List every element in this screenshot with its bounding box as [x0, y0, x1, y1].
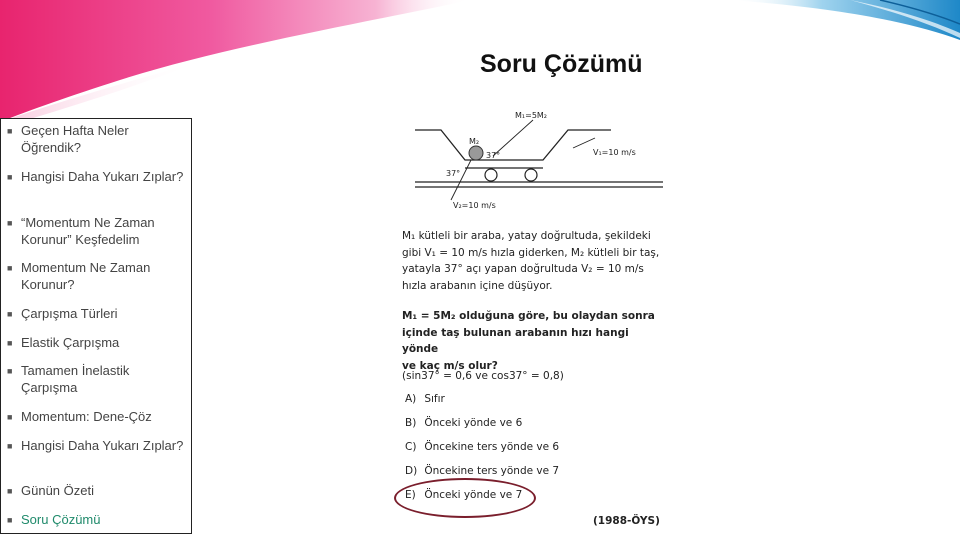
option-text: Öncekine ters yönde ve 7 — [424, 465, 560, 477]
angle-top-label: 37° — [486, 151, 501, 160]
option-letter: A) — [405, 393, 417, 405]
option-text: Öncekine ters yönde ve 6 — [424, 441, 560, 453]
question-line: içinde taş bulunan arabanın hızı hangi yönde — [402, 326, 629, 355]
agenda-item-label: “Momentum Ne Zaman Korunur” Keşfedelim — [21, 215, 155, 247]
bullet-icon: ■ — [7, 309, 13, 319]
agenda-item[interactable] — [7, 409, 187, 426]
bullet-icon: ■ — [7, 412, 13, 422]
statement-line: hızla arabanın içine düşüyor. — [402, 279, 553, 292]
option-letter: D) — [405, 465, 418, 477]
collision-diagram — [413, 108, 663, 218]
option-text: Önceki yönde ve 6 — [424, 417, 523, 429]
option-text: Önceki yönde ve 7 — [424, 489, 523, 501]
answer-highlight-circle — [394, 478, 536, 518]
agenda-item[interactable] — [7, 215, 187, 248]
agenda-item-label: Çarpışma Türleri — [21, 306, 118, 321]
agenda-item-label: Hangisi Daha Yukarı Zıplar? — [21, 169, 184, 184]
slide-title: Soru Çözümü — [480, 50, 643, 78]
bullet-icon: ■ — [7, 172, 13, 182]
bullet-icon: ■ — [7, 441, 13, 451]
m2-label: M₂ — [469, 137, 480, 146]
agenda-item[interactable] — [7, 335, 187, 352]
statement-line: yatayla 37° açı yapan doğrultuda V₂ = 10 m/s — [402, 263, 644, 275]
agenda-item-label: Elastik Çarpışma — [21, 335, 120, 350]
statement-line: M₁ kütleli bir araba, yatay doğrultuda, şekildeki — [402, 230, 651, 242]
bullet-icon: ■ — [7, 263, 13, 273]
agenda-item[interactable] — [7, 438, 187, 455]
option-letter: B) — [405, 417, 417, 429]
agenda-item-label: Geçen Hafta Neler Öğrendik? — [21, 123, 129, 155]
bullet-icon: ■ — [7, 338, 13, 348]
bullet-icon: ■ — [7, 126, 13, 136]
given-values: (sin37° = 0,6 ve cos37° = 0,8) — [402, 370, 564, 382]
agenda-panel — [0, 118, 192, 534]
mass-relation-label: M₁=5M₂ — [515, 111, 548, 120]
option-letter: E) — [405, 489, 416, 501]
option-c — [405, 441, 559, 453]
v2-label: V₂=10 m/s — [453, 201, 496, 210]
bullet-icon: ■ — [7, 515, 13, 525]
v1-label: V₁=10 m/s — [593, 148, 636, 157]
bullet-icon: ■ — [7, 218, 13, 228]
option-letter: C) — [405, 441, 417, 453]
problem-image — [395, 108, 665, 528]
agenda-item[interactable] — [7, 169, 187, 186]
option-b — [405, 417, 522, 429]
agenda-item-label: Momentum Ne Zaman Korunur? — [21, 260, 151, 292]
agenda-item-current[interactable] — [7, 512, 187, 529]
agenda-item[interactable] — [7, 260, 187, 293]
question-line: ve kaç m/s olur? — [402, 359, 498, 372]
question-line: M₁ = 5M₂ olduğuna göre, bu olaydan sonra — [402, 310, 655, 322]
agenda-item[interactable] — [7, 123, 187, 156]
agenda-item-label: Momentum: Dene-Çöz — [21, 409, 152, 424]
angle-left-label: 37° — [446, 169, 461, 178]
agenda-item-label: Soru Çözümü — [21, 512, 101, 527]
header-decoration-right — [730, 0, 960, 45]
agenda-item[interactable] — [7, 306, 187, 323]
agenda-item[interactable] — [7, 483, 187, 500]
problem-question — [402, 308, 662, 374]
problem-statement — [402, 228, 662, 294]
option-a — [405, 393, 445, 405]
source-label: (1988-ÖYS) — [593, 515, 660, 527]
option-text: Sıfır — [424, 393, 445, 405]
agenda-item-label: Tamamen İnelastik Çarpışma — [21, 363, 130, 395]
bullet-icon: ■ — [7, 486, 13, 496]
agenda-item-label: Hangisi Daha Yukarı Zıplar? — [21, 438, 184, 453]
agenda-item[interactable] — [7, 363, 187, 396]
bullet-icon: ■ — [7, 366, 13, 376]
option-d — [405, 465, 559, 477]
statement-line: gibi V₁ = 10 m/s hızla giderken, M₂ kütleli bir taş, — [402, 246, 660, 259]
agenda-item-label: Günün Özeti — [21, 483, 94, 498]
